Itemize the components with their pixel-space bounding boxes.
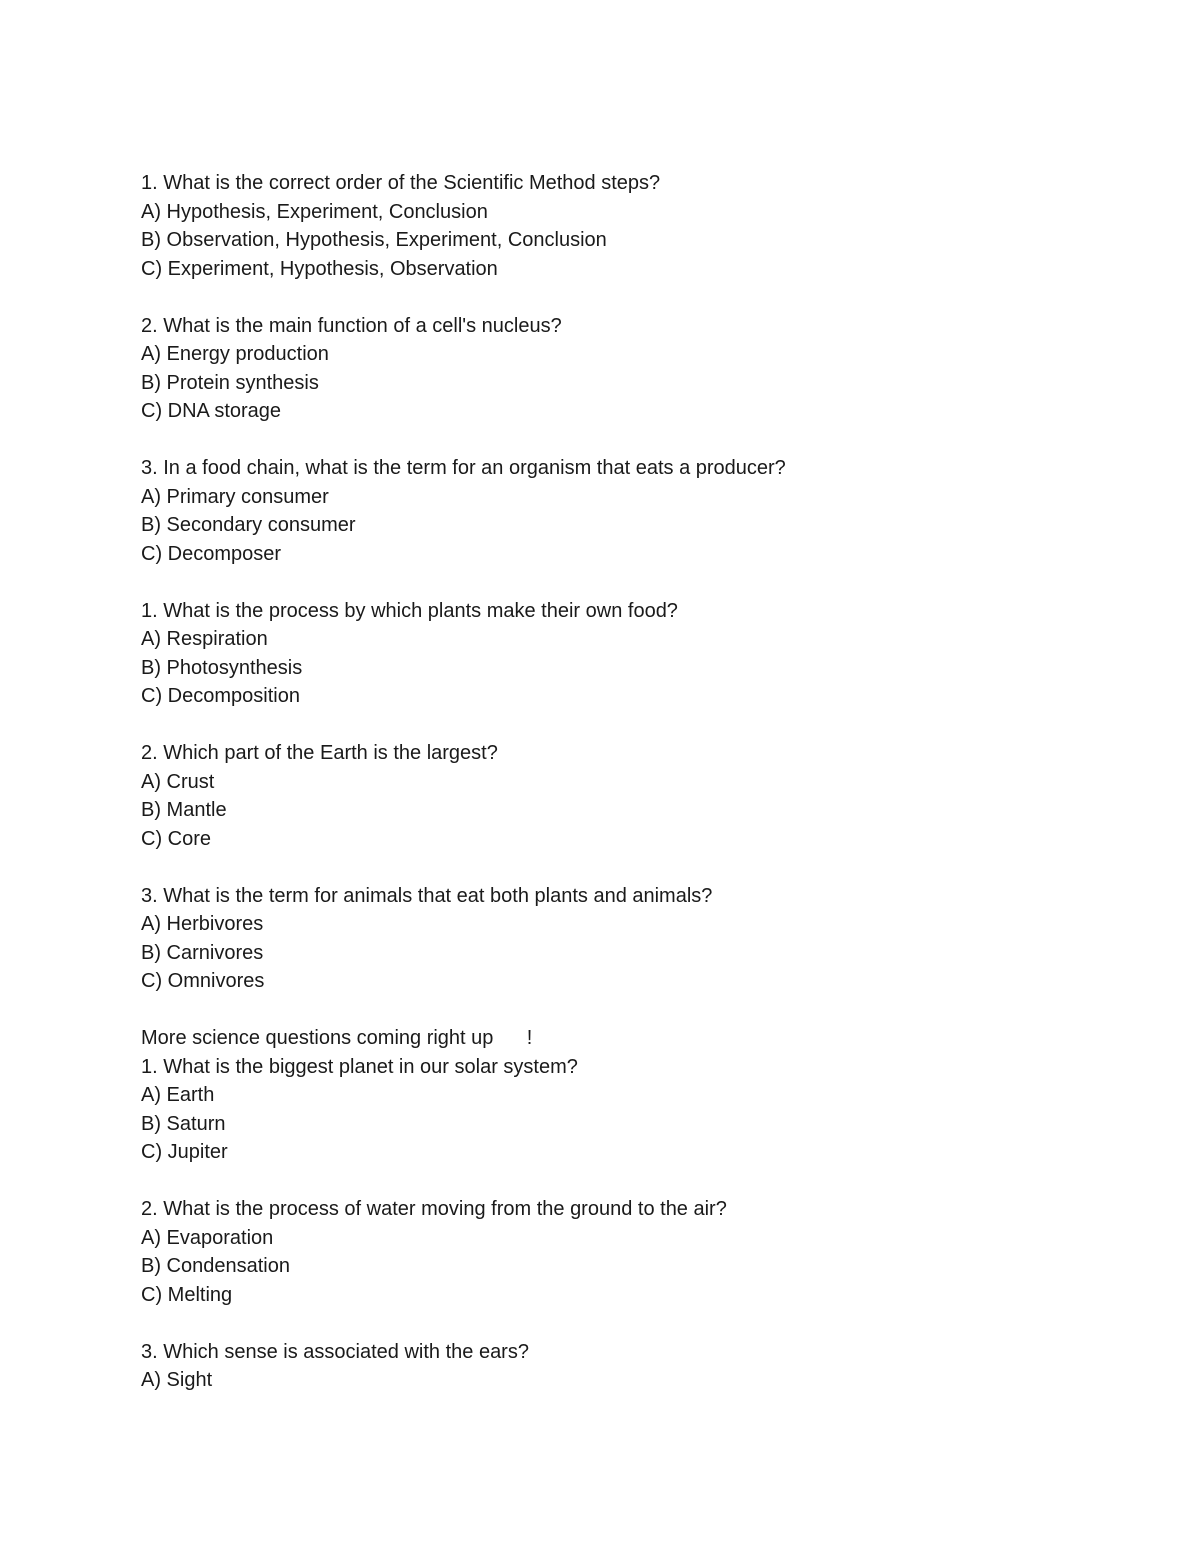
answer-option: C) Decomposer [141, 542, 282, 565]
answer-option: B) Protein synthesis [141, 371, 319, 394]
answer-option: A) Sight [141, 1369, 213, 1391]
answer-option: C) Core [141, 827, 212, 850]
answer-option: C) Experiment, Hypothesis, Observation [141, 257, 498, 280]
question-block [141, 169, 1141, 283]
answer-option: C) Decomposition [141, 685, 300, 707]
question-block [141, 454, 1141, 568]
answer-option: C) DNA storage [141, 400, 282, 422]
question-text: 1. What is the correct order of the Scientific Method steps? [141, 172, 661, 194]
answer-option: B) Carnivores [141, 941, 264, 964]
question-block [141, 1338, 1141, 1395]
answer-option: B) Mantle [141, 799, 227, 821]
question-block [141, 1195, 1141, 1309]
question-block [141, 882, 1141, 996]
answer-option: B) Condensation [141, 1255, 290, 1277]
answer-option: C) Melting [141, 1283, 233, 1306]
question-block [141, 597, 1141, 711]
answer-option: A) Earth [141, 1084, 215, 1106]
answer-option: A) Hypothesis, Experiment, Conclusion [141, 200, 488, 223]
question-text: 3. In a food chain, what is the term for an organism that eats a producer? [141, 457, 786, 479]
question-block [141, 739, 1141, 853]
answer-option: B) Secondary consumer [141, 514, 356, 536]
document-page [141, 169, 1141, 1395]
question-text: 3. What is the term for animals that eat both plants and animals? [141, 884, 713, 907]
question-text: 2. Which part of the Earth is the largest? [141, 742, 498, 764]
section-intro-text: More science questions coming right up ! [141, 1027, 533, 1049]
question-text: 2. What is the process of water moving from the ground to the air? [141, 1198, 727, 1220]
question-text: 1. What is the process by which plants make their own food? [141, 599, 678, 622]
answer-option: B) Saturn [141, 1112, 226, 1135]
answer-option: A) Respiration [141, 628, 268, 650]
question-text: 3. Which sense is associated with the ears? [141, 1340, 529, 1363]
answer-option: A) Energy production [141, 343, 329, 365]
answer-option: C) Omnivores [141, 970, 265, 992]
answer-option: A) Primary consumer [141, 485, 329, 508]
question-text: 1. What is the biggest planet in our solar system? [141, 1055, 578, 1078]
answer-option: B) Photosynthesis [141, 656, 303, 679]
question-text: 2. What is the main function of a cell's nucleus? [141, 314, 562, 337]
answer-option: B) Observation, Hypothesis, Experiment, Conclusion [141, 229, 607, 251]
question-block [141, 1024, 1141, 1167]
question-block [141, 312, 1141, 426]
answer-option: A) Evaporation [141, 1226, 274, 1249]
answer-option: C) Jupiter [141, 1141, 228, 1163]
answer-option: A) Herbivores [141, 913, 264, 935]
answer-option: A) Crust [141, 770, 215, 793]
